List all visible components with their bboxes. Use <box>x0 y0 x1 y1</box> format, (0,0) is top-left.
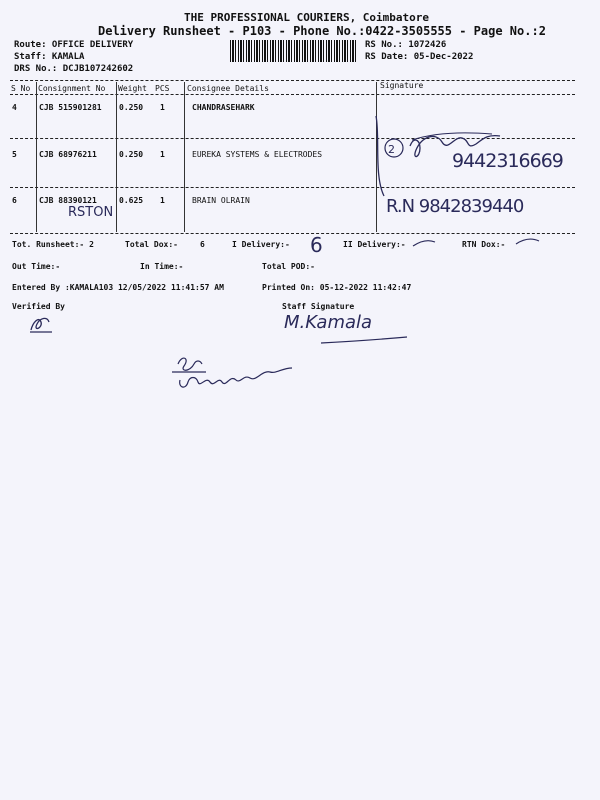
dash-mark-icon <box>412 238 437 248</box>
handwritten-phone: R.N 9842839440 <box>386 196 524 217</box>
runsheet-title: Delivery Runsheet - P103 - Phone No.:0422-3505555 - Page No.:2 <box>98 24 546 38</box>
total-pod: Total POD:- <box>262 262 315 271</box>
row-consignment: CJB 88390121 <box>39 196 97 205</box>
column-rule <box>116 82 117 232</box>
entered-by: Entered By :KAMALA103 12/05/2022 11:41:57 AM <box>12 283 224 292</box>
divider <box>10 80 575 81</box>
col-sno: S No <box>11 84 31 93</box>
printed-on: Printed On: 05-12-2022 11:42:47 <box>262 283 412 292</box>
staff-label: Staff: KAMALA <box>14 52 85 62</box>
row-consignee: BRAIN OLRAIN <box>192 196 250 205</box>
rs-date: RS Date: 05-Dec-2022 <box>365 52 474 62</box>
divider <box>10 233 575 234</box>
column-rule <box>36 82 37 232</box>
verified-signature-icon <box>28 312 58 334</box>
column-rule <box>184 82 185 232</box>
row-sno: 4 <box>12 103 17 112</box>
row-weight: 0.625 <box>119 196 144 205</box>
tot-runsheet: Tot. Runsheet:- 2 <box>12 240 94 249</box>
row-consignment: CJB 68976211 <box>39 150 97 159</box>
row-consignee: CHANDRASEHARK <box>192 103 255 112</box>
row-consignee: EUREKA SYSTEMS & ELECTRODES <box>192 150 323 159</box>
row-sno: 5 <box>12 150 17 159</box>
ii-delivery-label: II Delivery:- <box>343 240 406 249</box>
staff-handwritten-signature: M.Kamala <box>284 312 373 333</box>
row-pcs: 1 <box>160 196 165 205</box>
i-delivery-label: I Delivery:- <box>232 240 290 249</box>
drs-number: DRS No.: DCJB107242602 <box>14 64 134 74</box>
handwritten-phone: 9442316669 <box>452 150 563 172</box>
route-label: Route: OFFICE DELIVERY <box>14 40 134 50</box>
handwritten-note: RSTON <box>68 205 114 220</box>
in-time: In Time:- <box>140 262 184 271</box>
out-time: Out Time:- <box>12 262 61 271</box>
company-name: THE PROFESSIONAL COURIERS, Coimbatore <box>184 11 430 24</box>
barcode-icon <box>230 40 358 62</box>
verified-by: Verified By <box>12 302 65 311</box>
handwritten-delivery-count: 6 <box>310 233 323 257</box>
row-sno: 6 <box>12 196 17 205</box>
handwritten-scribble-icon <box>168 352 318 397</box>
row-weight: 0.250 <box>119 103 144 112</box>
divider <box>10 94 575 95</box>
row-weight: 0.250 <box>119 150 144 159</box>
dash-mark-icon <box>515 236 541 246</box>
row-consignment: CJB 515901281 <box>39 103 102 112</box>
signature-underline-icon <box>320 335 410 347</box>
col-consignment: Consignment No <box>38 84 106 93</box>
col-consignee: Consignee Details <box>187 84 269 93</box>
staff-signature-label: Staff Signature <box>282 302 355 311</box>
rs-number: RS No.: 1072426 <box>365 40 447 50</box>
rtn-dox-label: RTN Dox:- <box>462 240 506 249</box>
col-signature: Signature <box>380 81 424 90</box>
total-dox-value: 6 <box>200 240 205 249</box>
row-pcs: 1 <box>160 103 165 112</box>
col-pcs: PCS <box>155 84 170 93</box>
signature-circle-number: 2 <box>388 143 395 156</box>
col-weight: Weight <box>118 84 147 93</box>
total-dox-label: Total Dox:- <box>125 240 178 249</box>
row-pcs: 1 <box>160 150 165 159</box>
